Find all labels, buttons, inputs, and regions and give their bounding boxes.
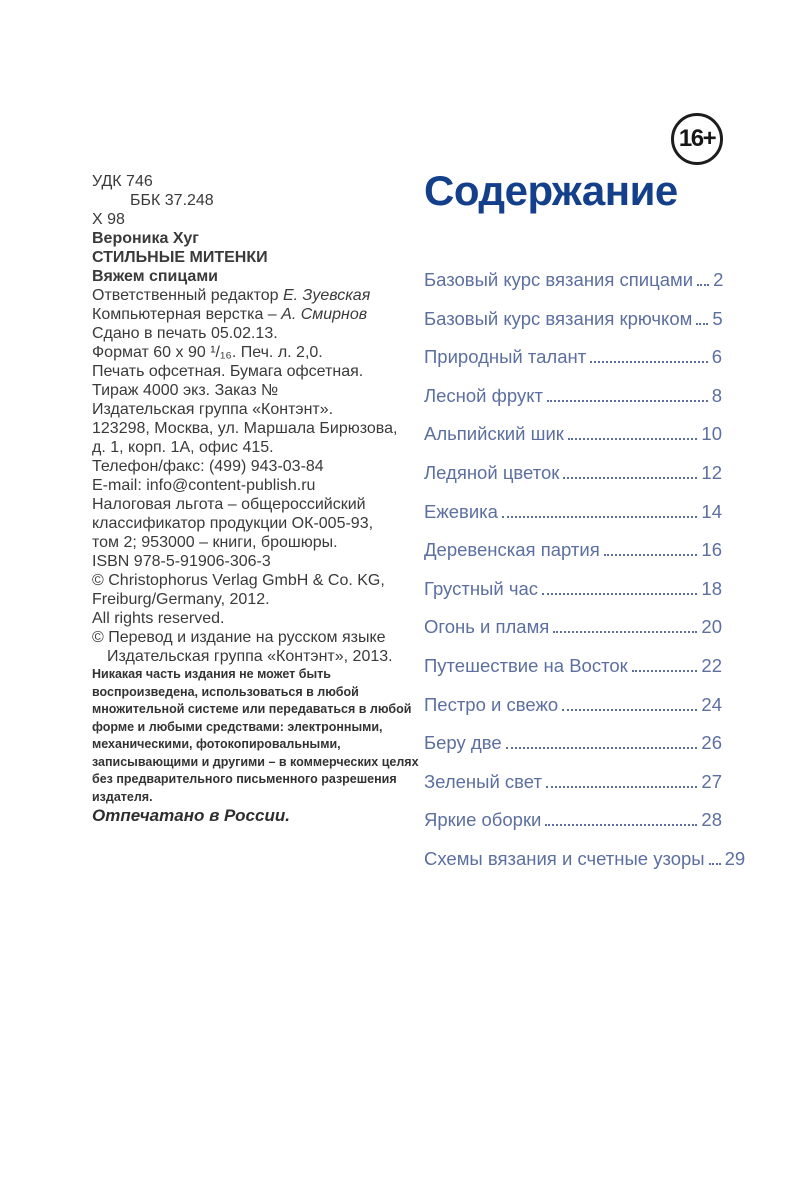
copyright-translation-line2: Издательская группа «Контэнт», 2013. [107,648,393,665]
toc-entry-page: 12 [701,461,722,483]
toc-entry-page: 5 [712,307,723,329]
tax-classification-line: классификатор продукции ОК-005-93, [92,515,374,532]
classification-code-line: Х 98 [92,211,125,228]
imprint-column [92,172,427,825]
toc-entry-label: Огонь и пламя [424,616,550,638]
book-title-block [92,229,427,286]
book-subtitle: Вяжем спицами [92,268,218,285]
classification-code-line: УДК 746 [92,173,153,190]
publisher-contact-line: 123298, Москва, ул. Маршала Бирюзова, [92,420,398,437]
toc-dot-leader [568,438,698,440]
toc-entry [424,463,722,483]
copyright-translation [92,628,427,666]
toc-dot-leader [545,824,697,826]
toc-entry-label: Базовый курс вязания крючком [424,307,693,329]
editor-name: Е. Зуевская [282,287,371,304]
printed-in-note: Отпечатано в России. [92,806,290,825]
toc-entry [424,347,722,367]
toc-dot-leader [547,400,708,402]
isbn: ISBN 978-5-91906-306-3 [92,553,271,570]
print-details [92,324,427,400]
toc-entry-label: Природный талант [424,346,587,368]
toc-entry-label: Ледяной цветок [424,461,560,483]
toc-entry-page: 27 [701,770,722,792]
toc-entry-page: 28 [701,809,722,831]
toc-entry-label: Лесной фрукт [424,384,543,406]
age-rating-label: 16+ [678,125,716,152]
toc-entry [424,502,722,522]
toc-entry [424,386,722,406]
toc-dot-leader [562,709,697,711]
toc-dot-leader [563,477,697,479]
editor-label: Ответственный редактор [92,287,283,304]
toc-entry-label: Беру две [424,732,502,754]
copyright-original-line: © Christophorus Verlag GmbH & Co. KG, [92,572,385,589]
toc-dot-leader [506,747,698,749]
toc-entry-page: 26 [701,732,722,754]
toc-entry-page: 20 [701,616,722,638]
rights-reserved: All rights reserved. [92,610,225,627]
toc-entry-label: Базовый курс вязания спицами [424,269,694,290]
toc-entry-label: Ежевика [424,500,498,522]
author-name: Вероника Хуг [92,230,199,247]
toc-entry-page: 18 [701,577,722,599]
toc-entry [424,847,746,869]
toc-dot-leader [546,786,697,788]
toc-entry-page: 14 [701,500,722,522]
toc-entry [424,772,722,792]
copyright-original-line: Freiburg/Germany, 2012. [92,591,270,608]
toc-list [424,269,746,869]
toc-column [424,166,746,888]
layout-label: Компьютерная верстка – [92,306,282,323]
toc-entry-page: 16 [701,539,722,561]
toc-entry-page: 22 [701,654,722,676]
toc-entry-label: Путешествие на Восток [424,654,628,676]
toc-entry-page: 8 [711,384,722,406]
toc-entry [424,540,722,560]
toc-entry-label: Зеленый свет [424,770,542,792]
toc-dot-leader [696,323,708,325]
toc-entry-page: 6 [711,346,722,368]
toc-entry-label: Деревенская партия [424,539,600,561]
tax-classification [92,495,427,552]
publisher-contact-line: Телефон/факс: (499) 943-03-84 [92,458,324,475]
print-detail-line: Печать офсетная. Бумага офсетная. [92,363,364,380]
toc-entry [424,810,722,830]
layout-line [92,305,427,324]
toc-entry-label: Яркие оборки [424,809,542,831]
toc-dot-leader [542,593,697,595]
toc-dot-leader [553,631,697,633]
toc-entry-page: 10 [701,423,722,445]
publisher-contact-line: д. 1, корп. 1А, офис 415. [92,439,274,456]
toc-entry [424,309,722,329]
toc-entry [424,733,722,753]
copyright-original [92,571,427,609]
toc-dot-leader [604,554,698,556]
print-detail-line: Формат 60 х 90 ¹/₁₆. Печ. л. 2,0. [92,344,323,361]
toc-dot-leader [709,863,721,865]
editor-line [92,286,427,305]
toc-entry-page: 29 [724,847,746,869]
toc-entry-label: Грустный час [424,577,538,599]
tax-classification-line: том 2; 953000 – книги, брошюры. [92,534,338,551]
toc-entry [424,424,722,444]
copyright-translation-line1: © Перевод и издание на русском языке [92,629,386,646]
toc-entry [424,270,722,290]
layout-designer-name: А. Смирнов [281,306,368,323]
toc-dot-leader [502,516,697,518]
print-detail-line: Тираж 4000 экз. Заказ № [92,382,279,399]
tax-classification-line: Налоговая льгота – общероссийский [92,496,366,513]
toc-entry-label: Пестро и свежо [424,693,559,715]
toc-entry [424,579,722,599]
book-title: СТИЛЬНЫЕ МИТЕНКИ [92,249,268,266]
staff-credits [92,286,427,324]
toc-dot-leader [590,361,708,363]
toc-entry [424,695,722,715]
publisher-contact-line: E-mail: info@content-publish.ru [92,477,316,494]
toc-entry-page: 24 [701,693,722,715]
toc-entry [424,656,722,676]
print-detail-line: Сдано в печать 05.02.13. [92,325,278,342]
publisher-contact [92,400,427,495]
classification-code-line: ББК 37.248 [130,192,214,209]
toc-title: Содержание [424,167,678,214]
toc-dot-leader [697,284,709,286]
publisher-contact-line: Издательская группа «Контэнт». [92,401,334,418]
legal-notice: Никакая часть издания не может быть воспроизведена, использоваться в любой множительной системе или передаваться в любой форме и любыми средствами: электронными, механическими, фотокопировальными, записывающими и другими – в коммерческих целях без предварительного письменного разрешения издателя. [92,667,419,804]
toc-dot-leader [632,670,698,672]
toc-entry-label: Альпийский шик [424,423,564,445]
toc-entry-label: Схемы вязания и счетные узоры [424,847,705,869]
toc-entry-page: 2 [713,269,724,290]
age-rating-badge [671,113,723,165]
toc-entry [424,617,722,637]
classification-codes [92,172,427,229]
